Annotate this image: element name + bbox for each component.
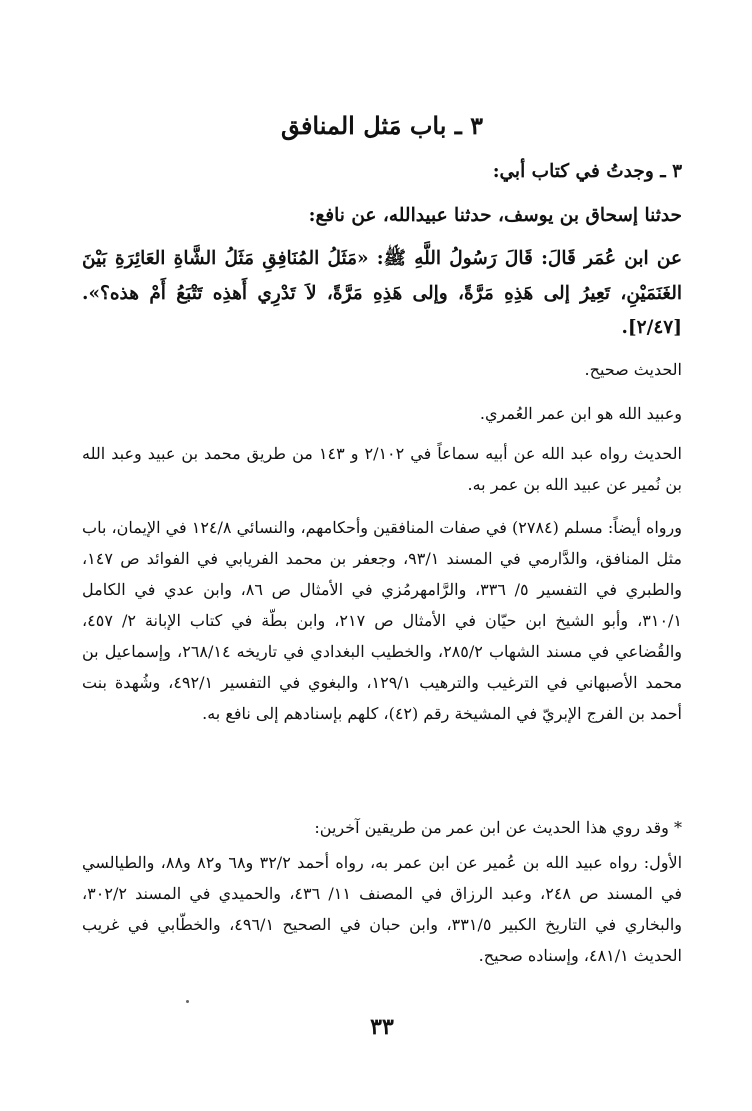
commentary-paragraph: الأول: رواه عبيد الله بن عُمير عن ابن عمر به، رواه أحمد ٣٢/٢ و٦٨ و٨٢ و٨٨، والطيالسي في المسند ص ٢٤٨، وعبد الرزاق في المصنف ١١/ ٤٣٦، والحميدي في المسند ٣٠٢/٢، والبخاري في التاريخ الكبير ٣٣١/٥، وابن حبان في الصحيح ٤٩٦/١، والخطّابي في غريب الحديث ٤٨١/١، وإسناده صحيح.	[82, 853, 683, 965]
commentary-paragraph: ورواه أيضاً: مسلم (٢٧٨٤) في صفات المنافقين وأحكامهم، والنسائي ١٢٤/٨ في الإيمان، باب مثل المنافق، والدَّارمي في المسند ٩٣/١، وجعفر بن محمد الفريابي في الفوائد ص ١٤٧، والطبري في التفسير ٥/ ٣٣٦، والرَّامهرمُزي في الأمثال ص ٨٦، وابن عدي في الكامل ٣١٠/١، وأبو الشيخ ابن حيّان في الأمثال ص ٢١٧، وابن بطّة في كتاب الإبانة ٢/ ٤٥٧، والقُضاعي في مسند الشهاب ٢٨٥/٢، والخطيب البغدادي في تاريخه ٢٦٨/١٤، وإسماعيل بن محمد الأصبهاني في الترغيب والترهيب ١٢٩/١، والبغوي في التفسير ٤٩٢/١، وشُهدة بنت أحمد بن الفرج الإبريّ في المشيخة رقم (٤٢)، كلهم بإسنادهم إلى نافع به.	[82, 518, 683, 723]
hadith-chain: حدثنا إسحاق بن يوسف، حدثنا عبيدالله، عن نافع:	[308, 205, 682, 226]
chapter-title: ٣ ـ باب مَثل المنافق	[280, 111, 484, 140]
page-number: ٣٣	[370, 1014, 394, 1040]
hadith-grading: الحديث صحيح.	[584, 360, 682, 379]
hadith-number-intro: ٣ ـ وجدتُ في كتاب أبي:	[492, 161, 682, 182]
document-page	[82, 0, 682, 1111]
commentary-paragraph: الحديث رواه عبد الله عن أبيه سماعاً في ٢/١٠٢ و ١٤٣ من طريق محمد بن عبيد وعبد الله بن نُمير عن عبيد الله بن عمر به.	[82, 444, 682, 494]
commentary-paragraph: * وقد روي هذا الحديث عن ابن عمر من طريقين آخرين:	[314, 818, 682, 837]
hadith-text: عن ابن عُمَر قَالَ: قَالَ رَسُولُ اللَّهِ ﷺ: «مَثَلُ المُنَافِقِ مَثَلُ الشَّاةِ العَائِرَةِ بَيْنَ الغَنَمَيْنِ، تَعِيرُ إلى هَذِهِ مَرَّةً، وإلى هَذِهِ مَرَّةً، لاَ تَدْرِي أَهذِه تَتْبَعُ أَمْ هذه؟». [٢/٤٧].	[82, 248, 682, 338]
narrator-note: وعبيد الله هو ابن عمر العُمري.	[479, 404, 682, 423]
scan-speck	[186, 1000, 189, 1003]
